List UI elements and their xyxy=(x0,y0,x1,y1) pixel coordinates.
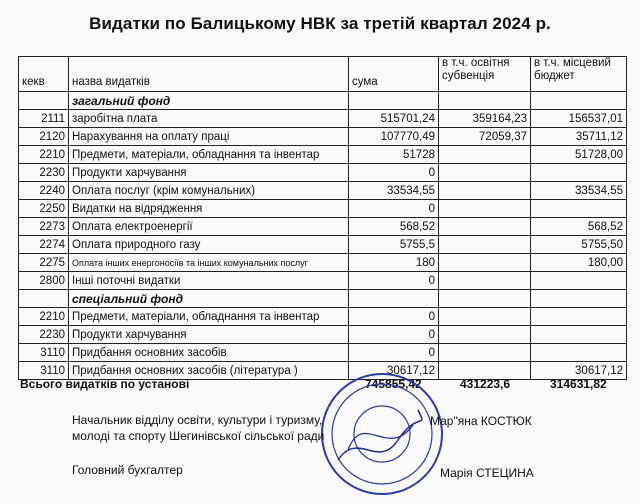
row-name: Оплата інших енергоносіїв та інших комунальних послуг xyxy=(69,254,349,272)
row-local xyxy=(531,308,627,326)
table-row xyxy=(19,128,627,146)
header-subvention: в т.ч. освітня субвенція xyxy=(439,57,531,92)
total-local: 314631,82 xyxy=(550,377,607,391)
section-row-general xyxy=(19,92,627,110)
table-row xyxy=(19,272,627,290)
row-code: 3110 xyxy=(19,344,69,362)
table-header-row xyxy=(19,57,627,92)
row-subvention xyxy=(439,272,531,290)
row-name: Продукти харчування xyxy=(69,164,349,182)
table-row xyxy=(19,200,627,218)
row-name: Предмети, матеріали, обладнання та інвентар xyxy=(69,308,349,326)
section-general-label: загальний фонд xyxy=(69,92,349,110)
row-local: 35711,12 xyxy=(531,128,627,146)
row-subvention xyxy=(439,254,531,272)
row-sum: 568,52 xyxy=(349,218,439,236)
row-subvention xyxy=(439,164,531,182)
row-subvention xyxy=(439,218,531,236)
row-code: 2230 xyxy=(19,326,69,344)
row-subvention xyxy=(439,200,531,218)
row-code: 2230 xyxy=(19,164,69,182)
table-row xyxy=(19,236,627,254)
row-subvention xyxy=(439,344,531,362)
expenses-table xyxy=(18,56,627,380)
row-local: 568,52 xyxy=(531,218,627,236)
row-name: Оплата природного газу xyxy=(69,236,349,254)
row-subvention xyxy=(439,146,531,164)
accountant-name: Марія СТЕЦИНА xyxy=(440,466,534,480)
head-title-line1: Начальник відділу освіти, культури і туризму, xyxy=(72,413,323,427)
row-code: 2111 xyxy=(19,110,69,128)
row-local: 5755,50 xyxy=(531,236,627,254)
total-subvention: 431223,6 xyxy=(460,377,511,391)
table-row xyxy=(19,344,627,362)
row-sum: 515701,24 xyxy=(349,110,439,128)
row-sum: 5755,5 xyxy=(349,236,439,254)
row-local xyxy=(531,200,627,218)
row-local: 33534,55 xyxy=(531,182,627,200)
table-row xyxy=(19,308,627,326)
table-row xyxy=(19,110,627,128)
row-sum: 51728 xyxy=(349,146,439,164)
row-name: Продукти харчування xyxy=(69,326,349,344)
accountant-title: Головний бухгалтер xyxy=(72,463,183,477)
row-code: 2210 xyxy=(19,146,69,164)
row-sum: 0 xyxy=(349,344,439,362)
row-sum: 0 xyxy=(349,272,439,290)
row-name: Придбання основних засобів xyxy=(69,344,349,362)
row-local: 30617,12 xyxy=(531,362,627,380)
row-sum: 107770,49 xyxy=(349,128,439,146)
row-local: 156537,01 xyxy=(531,110,627,128)
row-local xyxy=(531,326,627,344)
table-row xyxy=(19,164,627,182)
row-subvention xyxy=(439,182,531,200)
row-subvention: 359164,23 xyxy=(439,110,531,128)
row-sum: 0 xyxy=(349,308,439,326)
row-local: 180,00 xyxy=(531,254,627,272)
row-name: Придбання основних засобів (література ) xyxy=(69,362,349,380)
row-subvention xyxy=(439,308,531,326)
row-local xyxy=(531,164,627,182)
table-row xyxy=(19,254,627,272)
head-title-line2: молоді та спорту Шегинівської сільської ради xyxy=(72,429,325,443)
header-name: назва видатків xyxy=(69,57,349,92)
row-sum: 0 xyxy=(349,164,439,182)
total-sum: 745855,42 xyxy=(365,377,422,391)
row-name: Інші поточні видатки xyxy=(69,272,349,290)
row-code: 2800 xyxy=(19,272,69,290)
row-sum: 33534,55 xyxy=(349,182,439,200)
header-sum: сума xyxy=(349,57,439,92)
row-name: Оплата електроенергії xyxy=(69,218,349,236)
row-sum: 30617,12 xyxy=(349,362,439,380)
row-subvention xyxy=(439,326,531,344)
row-code: 2210 xyxy=(19,308,69,326)
row-code: 3110 xyxy=(19,362,69,380)
table-row xyxy=(19,218,627,236)
row-name: Предмети, матеріали, обладнання та інвентар xyxy=(69,146,349,164)
row-sum: 180 xyxy=(349,254,439,272)
table-row xyxy=(19,326,627,344)
table-row xyxy=(19,146,627,164)
row-code: 2275 xyxy=(19,254,69,272)
table-row xyxy=(19,182,627,200)
header-local: в т.ч. місцевий бюджет xyxy=(531,57,627,92)
row-local: 51728,00 xyxy=(531,146,627,164)
head-name: Мар"яна КОСТЮК xyxy=(430,414,532,428)
row-code: 2273 xyxy=(19,218,69,236)
row-name: заробітна плата xyxy=(69,110,349,128)
row-subvention xyxy=(439,236,531,254)
official-stamp xyxy=(318,370,446,498)
row-code: 2120 xyxy=(19,128,69,146)
row-local xyxy=(531,344,627,362)
row-code: 2240 xyxy=(19,182,69,200)
section-special-label: спеціальний фонд xyxy=(69,290,349,308)
row-code: 2274 xyxy=(19,236,69,254)
row-name: Нарахування на оплату праці xyxy=(69,128,349,146)
document-title: Видатки по Балицькому НВК за третій квартал 2024 р. xyxy=(89,14,551,33)
row-code: 2250 xyxy=(19,200,69,218)
total-label: Всього видатків по установі xyxy=(20,377,190,391)
header-code: кекв xyxy=(19,57,69,92)
row-sum: 0 xyxy=(349,200,439,218)
row-subvention: 72059,37 xyxy=(439,128,531,146)
row-name: Видатки на відрядження xyxy=(69,200,349,218)
row-local xyxy=(531,272,627,290)
row-sum: 0 xyxy=(349,326,439,344)
section-row-special xyxy=(19,290,627,308)
row-name: Оплата послуг (крім комунальних) xyxy=(69,182,349,200)
